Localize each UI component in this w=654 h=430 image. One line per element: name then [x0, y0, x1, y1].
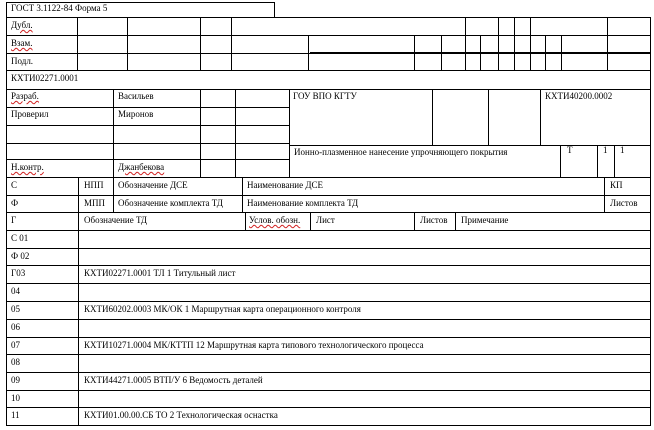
col-uslov: Услов. обозн. — [249, 215, 301, 225]
doc-code: КХТИ02271.0001 — [11, 73, 79, 83]
proveril-label: Проверил — [11, 109, 49, 119]
row-code: 10 — [11, 393, 20, 403]
row-text: КХТИ44271.0005 ВТП/У 6 Ведомость деталей — [84, 375, 263, 385]
razrab-name: Васильев — [118, 91, 154, 101]
col-td-designation: Обозначение ТД — [84, 215, 148, 225]
nkontr-label: Н.контр. — [11, 162, 44, 172]
podl-label: Подл. — [11, 56, 34, 66]
col-kit-name: Наименование комплекта ТД — [247, 198, 359, 208]
col-f-code: Ф — [11, 198, 19, 208]
col-kit-designation: Обозначение комплекта ТД — [118, 198, 223, 208]
col-c-code: С — [11, 180, 18, 190]
col-kp: КП — [610, 180, 623, 190]
row-text: КХТИ10271.0004 МК/КТТП 12 Маршрутная карта типового технологического процесса — [84, 340, 424, 350]
row-code: 11 — [11, 410, 20, 420]
proveril-name: Миронов — [118, 109, 154, 119]
col-g-code: Г — [11, 215, 17, 225]
row-code: 04 — [11, 286, 20, 296]
dubl-label: Дубл. — [11, 20, 33, 30]
sheets-count: 1 — [620, 145, 625, 155]
row-text: КХТИ01.00.00.СБ ТО 2 Технологическая оснастка — [84, 410, 278, 420]
col-primechanie: Примечание — [461, 215, 509, 225]
col-list: Лист — [316, 215, 335, 225]
process-name: Ионно-плазменное нанесение упрочняющего покрытия — [294, 147, 508, 157]
row-code: 06 — [11, 322, 20, 332]
col-listov: Листов — [420, 215, 448, 225]
row-text: КХТИ02271.0001 ТЛ 1 Титульный лист — [84, 268, 236, 278]
razrab-label: Разраб. — [11, 91, 39, 101]
row-code: 07 — [11, 340, 20, 350]
col-mpp: МПП — [84, 198, 106, 208]
document-designation: КХТИ40200.0002 — [545, 91, 613, 101]
col-listov-right: Листов — [610, 198, 638, 208]
col-dse-name: Наименование ДСЕ — [247, 180, 323, 190]
row-code: 09 — [11, 375, 20, 385]
col-dse-designation: Обозначение ДСЕ — [118, 180, 188, 190]
form-title: ГОСТ 3.1122-84 Форма 5 — [11, 3, 108, 13]
row-code: Г03 — [11, 268, 26, 278]
nkontr-name: Джанбекова — [118, 162, 165, 172]
row-code: 08 — [11, 357, 20, 367]
row-text: КХТИ60202.0003 МК/ОК 1 Маршрутная карта операционного контроля — [84, 304, 361, 314]
row-code: 05 — [11, 304, 20, 314]
col-npp: НПП — [84, 180, 104, 190]
organization: ГОУ ВПО КГТУ — [293, 91, 357, 101]
row-code: Ф 02 — [11, 251, 30, 261]
vzam-label: Взам. — [11, 38, 33, 48]
sheet-number: 1 — [603, 145, 608, 155]
row-code: С 01 — [11, 233, 29, 243]
letter-code: Т — [567, 145, 573, 155]
